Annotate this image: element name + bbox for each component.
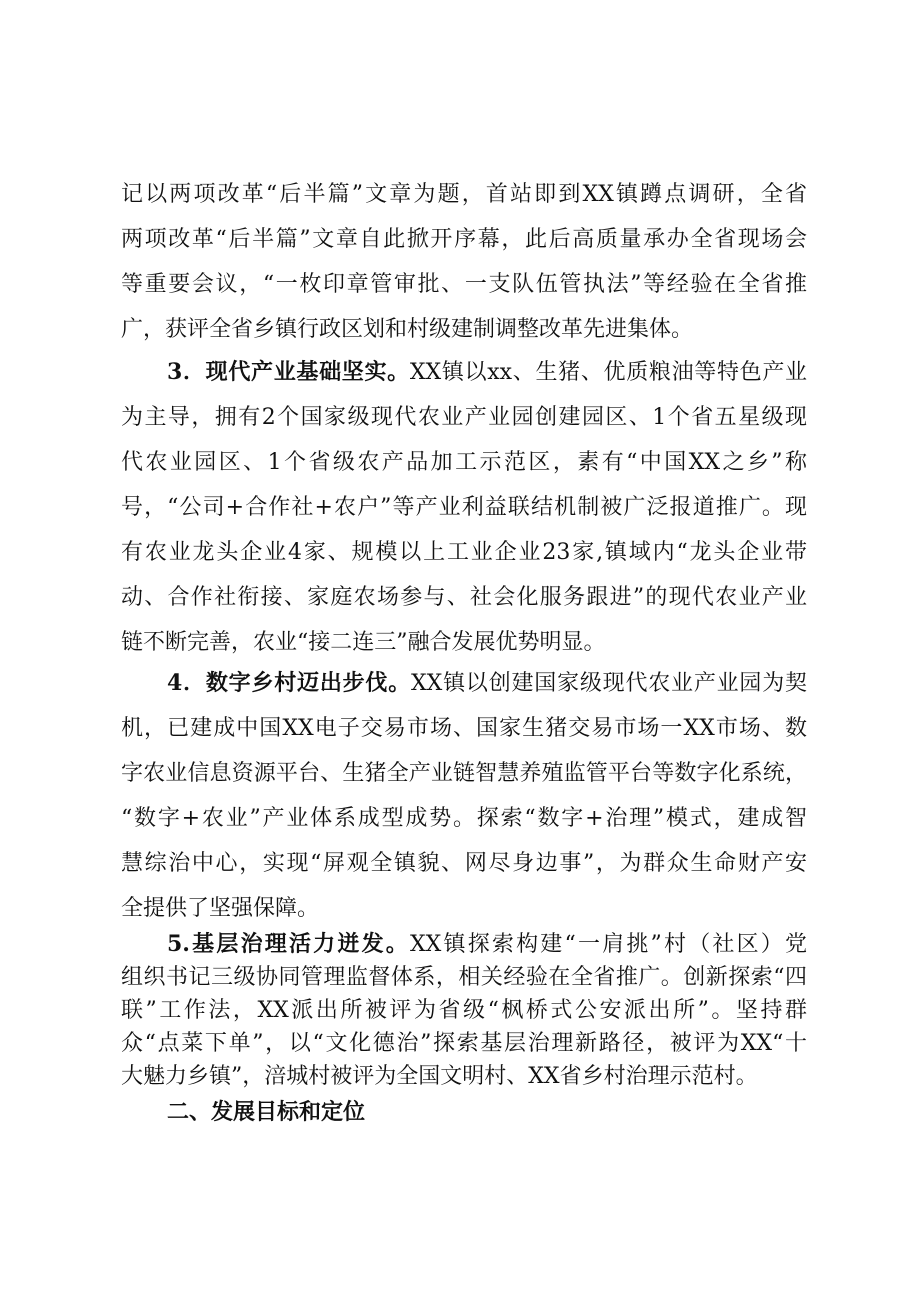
section-5-title: 5.基层治理活力迸发。 — [167, 931, 410, 957]
paragraph-line: 字农业信息资源平台、生猪全产业链智慧养殖监管平台等数字化系统， — [121, 761, 807, 786]
paragraph-first-line — [121, 928, 807, 961]
paragraph-first-line — [121, 661, 807, 706]
section-3-first-line-text: XX镇以xx、生猪、优质粮油等特色产业 — [409, 360, 808, 385]
paragraph-line: 有农业龙头企业4家、规模以上工业企业23家,镇域内“龙头企业带 — [121, 540, 807, 565]
paragraph-line: 代农业园区、1个省级农产品加工示范区，素有“中国XX之乡”称 — [121, 450, 807, 475]
section-3-title: 3．现代产业基础坚实。 — [167, 359, 410, 385]
paragraph-line: 全提供了坚强保障。 — [121, 896, 320, 921]
paragraph-line: 等重要会议，“一枚印章管审批、一支队伍管执法”等经验在全省推 — [121, 272, 807, 297]
paragraph-line: 机，已建成中国XX电子交易市场、国家生猪交易市场一XX市场、数 — [121, 716, 807, 741]
paragraph-line: 记以两项改革“后半篇”文章为题，首站即到XX镇蹲点调研，全省 — [121, 182, 807, 207]
paragraph-line: 为主导，拥有2个国家级现代农业产业园创建园区、1个省五星级现 — [121, 405, 807, 430]
paragraph-line: 组织书记三级协同管理监督体系，相关经验在全省推广。创新探索“四 — [121, 965, 807, 990]
section-4-first-line-text: XX镇以创建国家级现代农业产业园为契 — [411, 671, 807, 696]
section-3-paragraph — [121, 350, 807, 665]
paragraph-line: 号，“公司+合作社+农户”等产业利益联结机制被广泛报道推广。现 — [121, 495, 807, 520]
paragraph-line: 大魅力乡镇”，涪城村被评为全国文明村、XX省乡村治理示范村。 — [121, 1064, 758, 1089]
paragraph-line: 链不断完善，农业“接二连三”融合发展优势明显。 — [121, 630, 606, 655]
section-4-title: 4．数字乡村迈出步伐。 — [167, 670, 412, 696]
section-5-paragraph — [121, 928, 807, 1093]
paragraph-line: 两项改革“后半篇”文章自此掀开序幕，此后高质量承办全省现场会 — [121, 227, 807, 252]
paragraph-line: 众“点菜下单”，以“文化德治”探索基层治理新路径，被评为XX“十 — [121, 1031, 807, 1056]
section-4-paragraph — [121, 661, 807, 931]
paragraph-line: 联”工作法，XX派出所被评为省级“枫桥式公安派出所”。坚持群 — [121, 998, 807, 1023]
section-5-first-line-text: XX镇探索构建“一肩挑”村（社区）党 — [409, 932, 807, 957]
continuation-paragraph — [121, 172, 807, 352]
section-heading: 二、发展目标和定位 — [167, 1099, 366, 1125]
paragraph-first-line — [121, 350, 807, 395]
paragraph-line: “数字+农业”产业体系成型成势。探索“数字+治理”模式，建成智 — [121, 806, 807, 831]
paragraph-line: 广，获评全省乡镇行政区划和村级建制调整改革先进集体。 — [121, 317, 694, 342]
paragraph-line: 动、合作社衔接、家庭农场参与、社会化服务跟进”的现代农业产业 — [121, 585, 807, 610]
paragraph-line: 慧综治中心，实现“屏观全镇貌、网尽身边事”，为群众生命财产安 — [121, 851, 807, 876]
